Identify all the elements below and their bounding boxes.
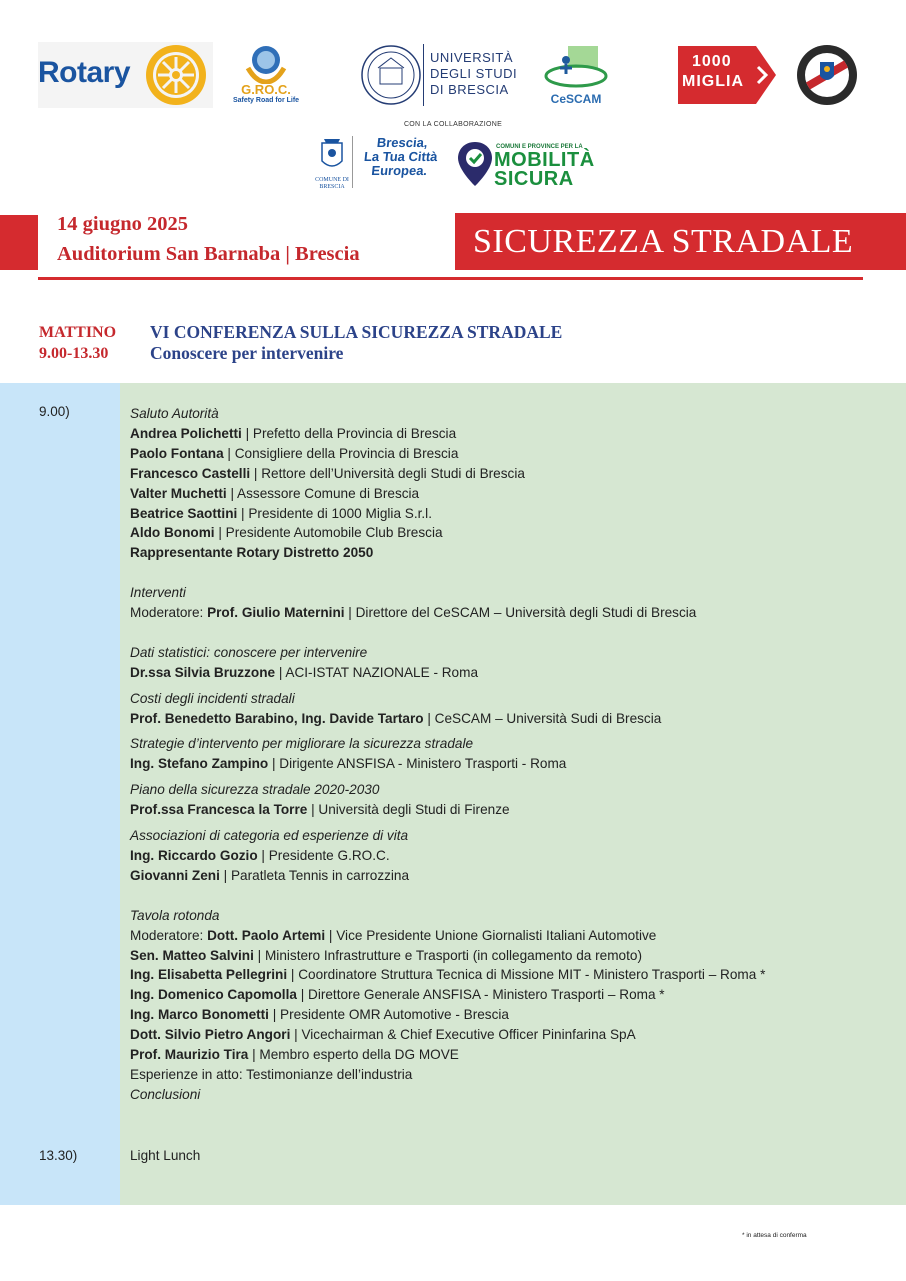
speaker-line: [130, 946, 890, 966]
time-start: 9.00): [39, 404, 70, 419]
speaker-name: Dott. Silvio Pietro Angori: [130, 1027, 291, 1043]
speaker-line: [130, 444, 890, 464]
talk-topic: Dati statistici: conoscere per intervenire: [130, 644, 368, 660]
speaker-line: [130, 866, 890, 886]
section-tavola-rotonda: Tavola rotonda: [130, 907, 220, 923]
speaker-line: [130, 754, 890, 774]
unibs-seal-icon: [360, 40, 422, 110]
session-title: VI CONFERENZA SULLA SICUREZZA STRADALE: [150, 322, 563, 342]
moderator-label: Moderatore:: [130, 927, 208, 943]
speaker-name: Francesco Castelli: [130, 465, 251, 481]
speaker-role: | Università degli Studi di Firenze: [307, 802, 510, 818]
mobilita-line-1: MOBILITÀ: [494, 149, 595, 171]
speaker-name: Ing. Elisabetta Pellegrini: [130, 967, 288, 983]
speaker-name: Sen. Matteo Salvini: [130, 947, 254, 963]
unibs-line-1: UNIVERSITÀ: [430, 50, 514, 65]
event-date: 14 giugno 2025: [57, 213, 188, 235]
aci-badge-icon: [796, 44, 858, 106]
moderator-name: Prof. Giulio Maternini: [207, 605, 345, 621]
section-saluto: Saluto Autorità: [130, 406, 219, 421]
collab-divider: [352, 136, 353, 188]
speaker-name: Aldo Bonomi: [130, 525, 215, 541]
title-banner: [455, 213, 906, 270]
speaker-line: [130, 543, 890, 563]
speaker-line: [130, 464, 890, 484]
speaker-line: [130, 523, 890, 543]
speaker-name: Prof. Benedetto Barabino, Ing. Davide Tartaro: [130, 710, 424, 726]
talks-list: [130, 643, 890, 886]
spacer: [130, 886, 890, 906]
bs-europea-line-1: Brescia,: [376, 135, 429, 150]
session-label: MATTINO: [39, 324, 117, 341]
collaboration-caption: CON LA COLLABORAZIONE: [403, 121, 503, 128]
location-pin-icon: [456, 140, 494, 188]
speaker-line: [130, 424, 890, 444]
talk-topic: Piano della sicurezza stradale 2020-2030: [130, 782, 380, 798]
cescam-wordmark: CeSCAM: [550, 92, 602, 106]
speaker-role: | Coordinatore Struttura Tecnica di Missione MIT - Ministero Trasporti – Roma *: [287, 967, 766, 983]
speaker-line: [130, 663, 890, 683]
speaker-role: | Presidente Automobile Club Brescia: [214, 525, 443, 541]
mobilita-sicura-logo: [456, 140, 596, 190]
speaker-name: Ing. Marco Bonometti: [130, 1007, 269, 1023]
section-interventi: Interventi: [130, 585, 186, 601]
speaker-role: | Vicechairman & Chief Executive Officer Pininfarina SpA: [290, 1027, 636, 1043]
speaker-name: Ing. Domenico Capomolla: [130, 987, 297, 1003]
cescam-road-icon: [540, 42, 612, 90]
speaker-line: [130, 484, 890, 504]
speaker-name: Rappresentante Rotary Distretto 2050: [130, 545, 374, 561]
unibs-divider: [423, 44, 424, 106]
unibs-line-2: DEGLI STUDI: [430, 66, 518, 81]
mobilita-caption: COMUNI E PROVINCE PER LA: [496, 144, 583, 150]
event-venue: Auditorium San Barnaba | Brescia: [57, 243, 360, 265]
speaker-role: | Dirigente ANSFISA - Ministero Trasporti - Roma: [268, 756, 567, 772]
aci-brescia-logo: [796, 44, 858, 106]
speaker-name: Valter Muchetti: [130, 485, 227, 501]
talk-topic: Strategie d’intervento per migliorare la sicurezza stradale: [130, 736, 474, 752]
footnote: * in attesa di conferma: [742, 1232, 807, 1239]
speaker-line: [130, 1005, 890, 1025]
comune-brescia-logo: [310, 135, 354, 191]
speaker-role: | Ministero Infrastrutture e Trasporti (in collegamento da remoto): [253, 947, 642, 963]
speaker-line: [130, 846, 890, 866]
program-list: [130, 404, 890, 1105]
rotary-logo: [38, 42, 213, 108]
speaker-name: Ing. Riccardo Gozio: [130, 848, 258, 863]
spacer: [130, 563, 890, 583]
authorities-list: [130, 424, 890, 563]
header-divider: [38, 277, 863, 280]
speaker-role: | Presidente G.RO.C.: [257, 848, 390, 863]
speaker-role: | Presidente di 1000 Miglia S.r.l.: [237, 505, 432, 521]
speaker-role: | ACI-ISTAT NAZIONALE - Roma: [275, 664, 479, 680]
moderator-label: Moderatore:: [130, 605, 208, 621]
speaker-role: | Prefetto della Provincia di Brescia: [241, 425, 457, 441]
speaker-line: [130, 965, 890, 985]
conclusioni-line: Conclusioni: [130, 1086, 201, 1102]
talk-topic: Associazioni di categoria ed esperienze di vita: [130, 828, 409, 844]
groc-wordmark: G.RO.C.: [241, 82, 291, 97]
rotary-wordmark: Rotary: [38, 56, 131, 89]
session-time: 9.00-13.30: [39, 345, 109, 362]
moderator-role: | Direttore del CeSCAM – Università degli Studi di Brescia: [344, 605, 697, 621]
speaker-role: | Rettore dell’Università degli Studi di Brescia: [250, 465, 525, 481]
brescia-europea-logo: [357, 136, 443, 192]
bs-europea-line-2: La Tua Città: [363, 149, 439, 164]
moderator-role: | Vice Presidente Unione Giornalisti Italiani Automotive: [325, 927, 657, 943]
speaker-name: Prof.ssa Francesca la Torre: [130, 802, 308, 818]
unibs-logo: [360, 40, 530, 110]
esperienze-line: Esperienze in atto: Testimonianze dell’industria: [130, 1066, 413, 1082]
speaker-line: [130, 800, 890, 820]
moderator-line-2: [130, 926, 890, 946]
talk-topic: Costi degli incidenti stradali: [130, 690, 295, 706]
speaker-role: | Direttore Generale ANSFISA - Ministero Trasporti – Roma *: [296, 987, 665, 1003]
mobilita-line-2: SICURA: [494, 168, 574, 190]
groc-hands-icon: [230, 42, 302, 84]
speaker-name: Dr.ssa Silvia Bruzzone: [130, 664, 276, 680]
1000-miglia-logo: [678, 46, 776, 104]
cescam-logo: [540, 42, 612, 108]
comune-label: COMUNE DI BRESCIA: [315, 177, 349, 190]
speaker-role: | Assessore Comune di Brescia: [226, 485, 420, 501]
bs-europea-line-3: Europea.: [370, 163, 428, 178]
time-column: [0, 383, 120, 1205]
speaker-name: Giovanni Zeni: [130, 867, 220, 883]
1000-miglia-wordmark: [682, 52, 744, 92]
speaker-line: [130, 504, 890, 524]
unibs-wordmark: [430, 50, 517, 98]
1000-miglia-line-2: MIGLIA: [682, 73, 744, 90]
panelists-list: [130, 946, 890, 1065]
speaker-line: [130, 985, 890, 1005]
speaker-name: Ing. Stefano Zampino: [130, 756, 269, 772]
red-band-left: [0, 215, 38, 270]
time-lunch: 13.30): [39, 1148, 78, 1163]
speaker-name: Prof. Maurizio Tira: [130, 1047, 249, 1063]
spacer: [130, 623, 890, 643]
speaker-line: [130, 709, 890, 729]
speaker-name: Beatrice Saottini: [130, 505, 238, 521]
moderator-name: Dott. Paolo Artemi: [207, 927, 326, 943]
speaker-line: [130, 1045, 890, 1065]
speaker-role: | Paratleta Tennis in carrozzina: [219, 867, 410, 883]
speaker-role: | CeSCAM – Università Sudi di Brescia: [423, 710, 662, 726]
speaker-role: | Consigliere della Provincia di Brescia: [223, 445, 459, 461]
page-title: SICUREZZA STRADALE: [473, 223, 854, 260]
speaker-line: [130, 1025, 890, 1045]
moderator-line: [130, 603, 890, 623]
speaker-role: | Membro esperto della DG MOVE: [248, 1047, 459, 1063]
speaker-name: Paolo Fontana: [130, 445, 224, 461]
lunch-line: Light Lunch: [130, 1148, 201, 1163]
unibs-line-3: DI BRESCIA: [430, 82, 509, 97]
rotary-wheel-icon: [143, 42, 209, 108]
comune-crest-icon: [310, 135, 354, 175]
groc-logo: [230, 42, 302, 108]
speaker-role: | Presidente OMR Automotive - Brescia: [268, 1007, 509, 1023]
groc-tagline: Safety Road for Life: [232, 97, 300, 104]
session-subtitle: Conoscere per intervenire: [150, 343, 344, 363]
1000-miglia-line-1: 1000: [692, 53, 732, 70]
mobilita-wordmark: [494, 151, 595, 189]
speaker-name: Andrea Polichetti: [130, 425, 242, 441]
